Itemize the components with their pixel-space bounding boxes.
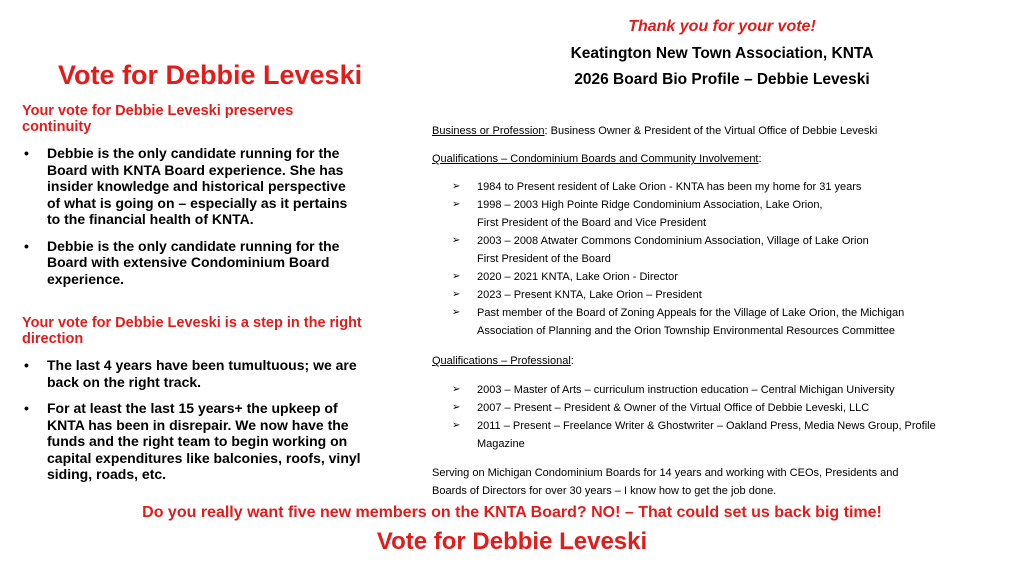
qual-condo-label: Qualifications – Condominium Boards and Community Involvement — [432, 153, 759, 165]
left-title: Vote for Debbie Leveski — [58, 60, 363, 90]
list-item-text: 2003 – Master of Arts – curriculum instruction education – Central Michigan University — [477, 384, 895, 396]
list-item — [432, 417, 1017, 435]
list-item — [432, 286, 1017, 304]
list-item — [432, 381, 1017, 399]
qual-prof-colon: : — [570, 355, 574, 367]
qual-prof-label: Qualifications – Professional — [432, 355, 571, 367]
list-item-text: Past member of the Board of Zoning Appeals for the Village of Lake Orion, the Michigan — [477, 307, 905, 319]
qual-condo-list — [432, 178, 1017, 340]
section1-heading: Your vote for Debbie Leveski preserves continuity — [22, 103, 294, 135]
list-item-text: 2011 – Present – Freelance Writer & Ghostwriter – Oakland Press, Media News Group, Profile — [477, 420, 936, 432]
qual-prof-list — [432, 381, 1017, 453]
qual-prof-heading — [432, 352, 1017, 370]
list-item-text: First President of the Board — [477, 253, 611, 265]
footer-vote: Vote for Debbie Leveski — [376, 528, 648, 555]
list-item — [432, 196, 1017, 214]
bullet-dot-icon: • — [24, 400, 29, 416]
left-section-2 — [22, 315, 362, 483]
list-item-text: First President of the Board and Vice President — [477, 217, 707, 229]
bullet-item — [22, 400, 362, 483]
list-item-text: 2023 – Present KNTA, Lake Orion – President — [477, 289, 702, 301]
list-item-text: Magazine — [477, 438, 525, 450]
list-item-text: Association of Planning and the Orion Township Environmental Resources Committee — [477, 325, 896, 337]
qual-condo-heading — [432, 150, 1017, 168]
summary-line: Boards of Directors for over 30 years – I know how to get the job done. — [432, 485, 777, 497]
bullet-item — [22, 145, 352, 228]
list-item-text: 1998 – 2003 High Pointe Ridge Condominium Association, Lake Orion, — [477, 199, 823, 211]
bullet-item — [22, 357, 362, 390]
summary-line: Serving on Michigan Condominium Boards for 14 years and working with CEOs, Presidents and — [432, 467, 899, 479]
list-item — [432, 304, 1017, 322]
list-item — [432, 232, 1017, 250]
arrow-bullet-icon: ➢ — [452, 384, 461, 395]
list-item-text: 1984 to Present resident of Lake Orion - KNTA has been my home for 31 years — [477, 181, 862, 193]
list-item-continuation — [432, 214, 1017, 232]
arrow-bullet-icon: ➢ — [452, 271, 461, 282]
arrow-bullet-icon: ➢ — [452, 289, 461, 300]
arrow-bullet-icon: ➢ — [452, 420, 461, 431]
list-item-text: 2007 – Present – President & Owner of the Virtual Office of Debbie Leveski, LLC — [477, 402, 870, 414]
bullet-item — [22, 238, 352, 288]
business-text: : Business Owner & President of the Virtual Office of Debbie Leveski — [544, 125, 878, 137]
bullet-text: For at least the last 15 years+ the upkeep of KNTA has been in disrepair. We now have the funds and the right team to begin working on capital expenditures like balconies, roofs, vinyl siding, roads, etc. — [47, 400, 361, 482]
arrow-bullet-icon: ➢ — [452, 199, 461, 210]
list-item-continuation — [432, 435, 1017, 453]
thank-you-line: Thank you for your vote! — [628, 18, 816, 35]
bullet-text: Debbie is the only candidate running for the Board with KNTA Board experience. She has insider knowledge and historical perspective of what is going on – especially as it pertains to the financial health of KNTA. — [47, 145, 348, 227]
business-label: Business or Profession — [432, 125, 545, 137]
left-section-1 — [22, 103, 352, 287]
org-line: Keatington New Town Association, KNTA — [570, 45, 874, 62]
qual-condo-colon: : — [758, 153, 762, 165]
list-item-text: 2003 – 2008 Atwater Commons Condominium Association, Village of Lake Orion — [477, 235, 869, 247]
bullet-text: Debbie is the only candidate running for the Board with extensive Condominium Board experience. — [47, 237, 340, 287]
list-item-text: 2020 – 2021 KNTA, Lake Orion - Director — [477, 271, 678, 283]
bullet-text: The last 4 years have been tumultuous; we are back on the right track. — [47, 357, 357, 390]
footer-question: Do you really want five new members on the KNTA Board? NO! – That could set us back big time! — [142, 504, 882, 521]
list-item — [432, 178, 1017, 196]
arrow-bullet-icon: ➢ — [452, 235, 461, 246]
summary — [432, 464, 1017, 500]
list-item-continuation — [432, 250, 1017, 268]
list-item — [432, 399, 1017, 417]
list-item-continuation — [432, 322, 1017, 340]
section2-heading: Your vote for Debbie Leveski is a step in the right direction — [22, 315, 362, 347]
list-item — [432, 268, 1017, 286]
arrow-bullet-icon: ➢ — [452, 402, 461, 413]
arrow-bullet-icon: ➢ — [452, 307, 461, 318]
bullet-dot-icon: • — [24, 237, 29, 254]
bullet-dot-icon: • — [24, 145, 29, 161]
bullet-dot-icon: • — [24, 357, 29, 373]
section1-bullets — [22, 145, 352, 287]
business-line — [432, 122, 1017, 140]
profile-line: 2026 Board Bio Profile – Debbie Leveski — [574, 71, 870, 88]
arrow-bullet-icon: ➢ — [452, 181, 461, 192]
section2-bullets — [22, 357, 362, 483]
